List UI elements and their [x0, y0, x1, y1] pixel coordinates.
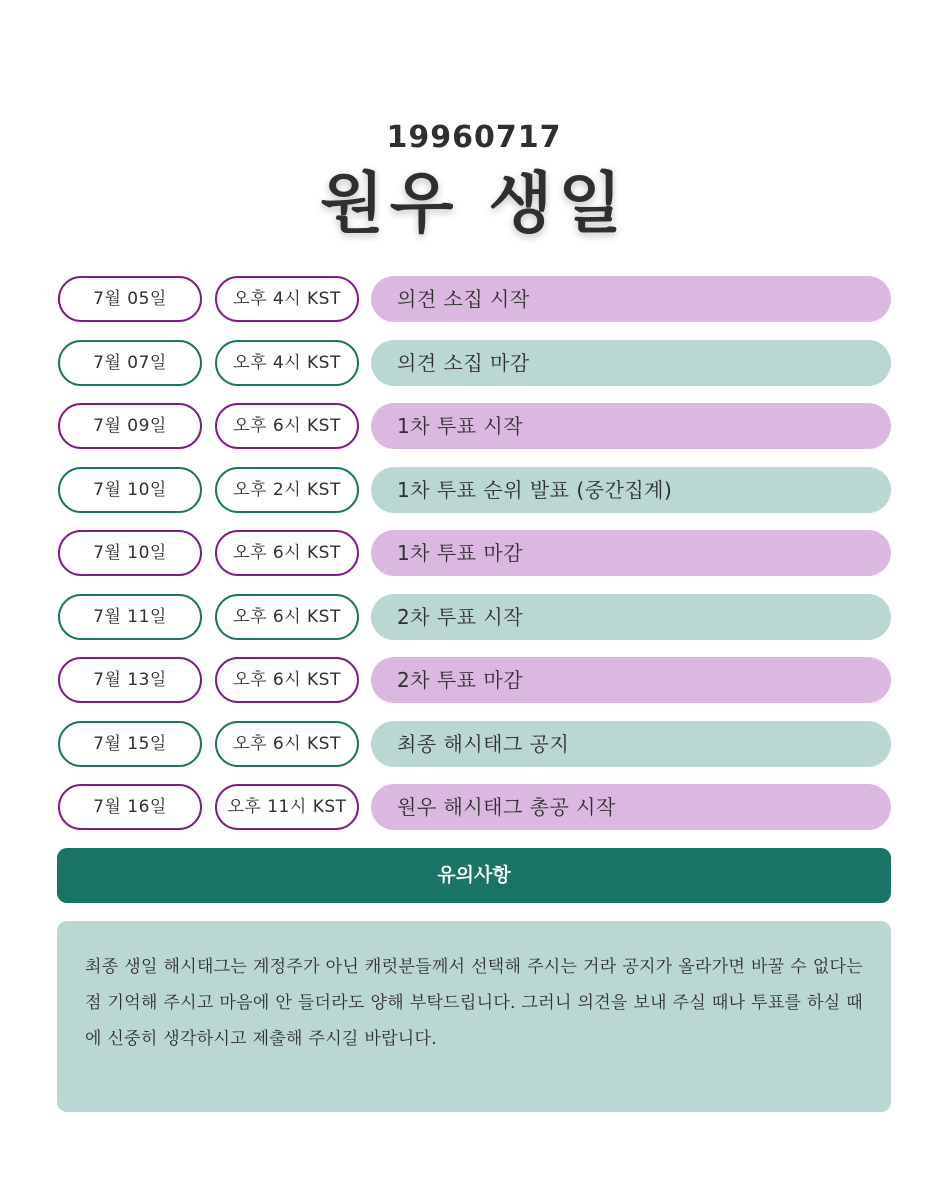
- date-pill: 7월 13일: [58, 657, 202, 703]
- event-label: 1차 투표 마감: [371, 530, 891, 576]
- date-pill: 7월 10일: [58, 530, 202, 576]
- page-title: 원우 생일: [319, 165, 628, 242]
- time-pill: 오후 6시 KST: [215, 403, 359, 449]
- date-code: 19960717: [386, 120, 562, 155]
- time-pill: 오후 4시 KST: [215, 276, 359, 322]
- schedule-row: [58, 594, 892, 640]
- schedule-row: [58, 721, 892, 767]
- schedule-row: [58, 403, 892, 449]
- time-pill: 오후 6시 KST: [215, 657, 359, 703]
- time-pill: 오후 6시 KST: [215, 721, 359, 767]
- time-pill: 오후 6시 KST: [215, 594, 359, 640]
- time-pill: 오후 2시 KST: [215, 467, 359, 513]
- schedule-row: [58, 276, 892, 322]
- event-label: 의견 소집 마감: [371, 340, 891, 386]
- schedule-row: [58, 340, 892, 386]
- event-label: 의견 소집 시작: [371, 276, 891, 322]
- header: [0, 118, 948, 244]
- date-pill: 7월 15일: [58, 721, 202, 767]
- time-pill: 오후 4시 KST: [215, 340, 359, 386]
- event-label: 최종 해시태그 공지: [371, 721, 891, 767]
- schedule-row: [58, 530, 892, 576]
- event-label: 2차 투표 시작: [371, 594, 891, 640]
- date-pill: 7월 07일: [58, 340, 202, 386]
- schedule-list: [58, 276, 892, 848]
- date-pill: 7월 11일: [58, 594, 202, 640]
- event-label: 1차 투표 순위 발표 (중간집계): [371, 467, 891, 513]
- notice-body: 최종 생일 해시태그는 계정주가 아닌 캐럿분들께서 선택해 주시는 거라 공지가 올라가면 바꿀 수 없다는 점 기억해 주시고 마음에 안 들더라도 양해 부탁드립니다. 그러니 의견을 보내 주실 때나 투표를 하실 때에 신중히 생각하시고 제출해 주시길 바랍니다.: [57, 921, 891, 1112]
- event-label: 원우 해시태그 총공 시작: [371, 784, 891, 830]
- date-pill: 7월 16일: [58, 784, 202, 830]
- schedule-row: [58, 784, 892, 830]
- schedule-row: [58, 467, 892, 513]
- event-label: 1차 투표 시작: [371, 403, 891, 449]
- event-label: 2차 투표 마감: [371, 657, 891, 703]
- date-pill: 7월 09일: [58, 403, 202, 449]
- notice-heading: 유의사항: [57, 848, 891, 903]
- time-pill: 오후 6시 KST: [215, 530, 359, 576]
- schedule-row: [58, 657, 892, 703]
- date-pill: 7월 05일: [58, 276, 202, 322]
- time-pill: 오후 11시 KST: [215, 784, 359, 830]
- date-pill: 7월 10일: [58, 467, 202, 513]
